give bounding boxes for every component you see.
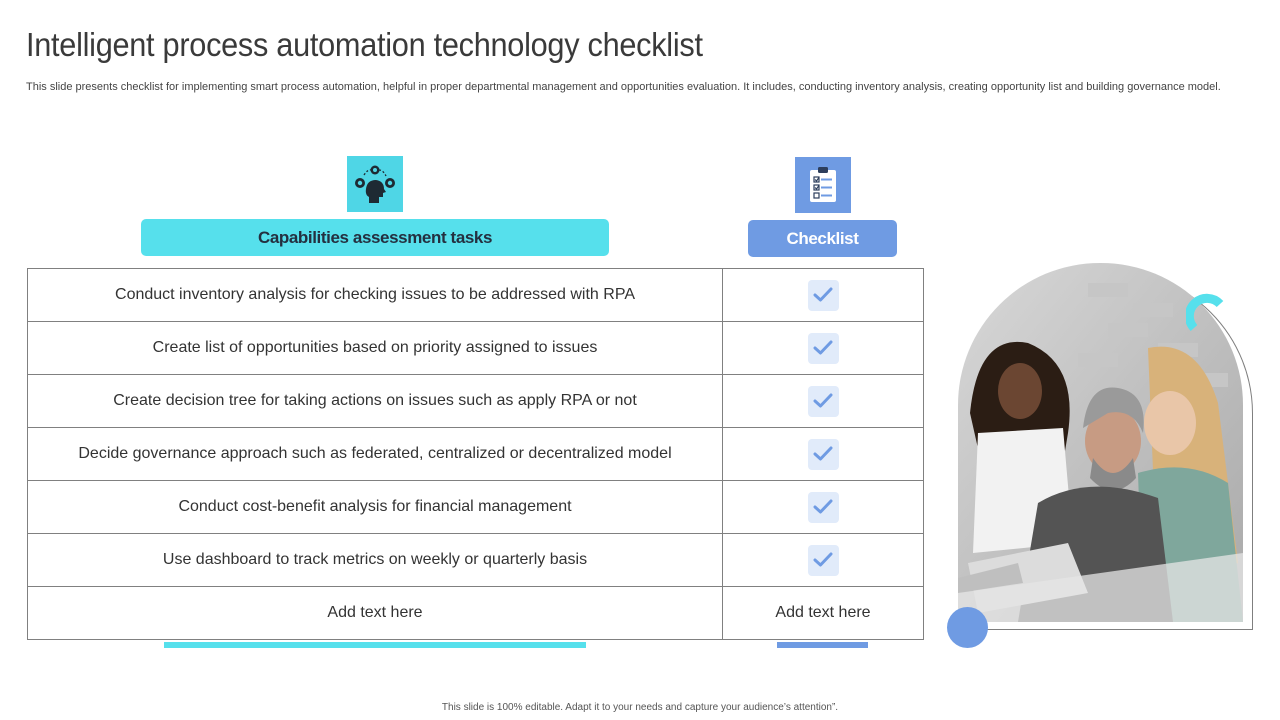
tasks-accent-bar: [164, 642, 586, 648]
table-row-placeholder: [28, 587, 924, 640]
task-cell: Add text here: [28, 587, 723, 640]
table-row: [28, 428, 924, 481]
check-cell: [723, 322, 924, 375]
checkmark-icon[interactable]: [808, 280, 839, 311]
decorative-dot: [947, 607, 988, 648]
checklist-icon-tile: [795, 157, 851, 213]
check-cell: [723, 428, 924, 481]
checkmark-icon[interactable]: [808, 333, 839, 364]
task-cell: Create decision tree for taking actions on issues such as apply RPA or not: [28, 375, 723, 428]
table-row: [28, 269, 924, 322]
checkmark-icon[interactable]: [808, 492, 839, 523]
task-cell: Use dashboard to track metrics on weekly or quarterly basis: [28, 534, 723, 587]
checkmark-icon[interactable]: [808, 439, 839, 470]
table-row: [28, 375, 924, 428]
check-cell: [723, 481, 924, 534]
check-cell-text: Add text here: [723, 587, 924, 640]
task-cell: Decide governance approach such as federated, centralized or decentralized model: [28, 428, 723, 481]
slide-title: Intelligent process automation technology checklist: [26, 26, 703, 63]
clipboard-checklist-icon: [808, 166, 838, 204]
decorative-arc: [1186, 290, 1232, 336]
checkmark-icon[interactable]: [808, 386, 839, 417]
head-gears-icon: [351, 164, 399, 204]
checklist-table: [27, 268, 924, 640]
checklist-accent-bar: [777, 642, 868, 648]
task-cell: Create list of opportunities based on priority assigned to issues: [28, 322, 723, 375]
table-row: [28, 534, 924, 587]
table-row: [28, 481, 924, 534]
checklist-column-header: Checklist: [748, 220, 897, 257]
tasks-column-header: Capabilities assessment tasks: [141, 219, 609, 256]
slide-footer: This slide is 100% editable. Adapt it to your needs and capture your audience’s attention”.: [441, 702, 839, 713]
slide-subtitle: This slide presents checklist for implementing smart process automation, helpful in proper departmental management and opportunities evaluation. It includes, conducting inventory analysis, creating opportunity list and building governance model.: [26, 81, 1221, 93]
check-cell: [723, 534, 924, 587]
checkmark-icon[interactable]: [808, 545, 839, 576]
table-row: [28, 322, 924, 375]
task-cell: Conduct cost-benefit analysis for financial management: [28, 481, 723, 534]
check-cell: [723, 375, 924, 428]
tasks-icon-tile: [347, 156, 403, 212]
task-cell: Conduct inventory analysis for checking issues to be addressed with RPA: [28, 269, 723, 322]
check-cell: [723, 269, 924, 322]
